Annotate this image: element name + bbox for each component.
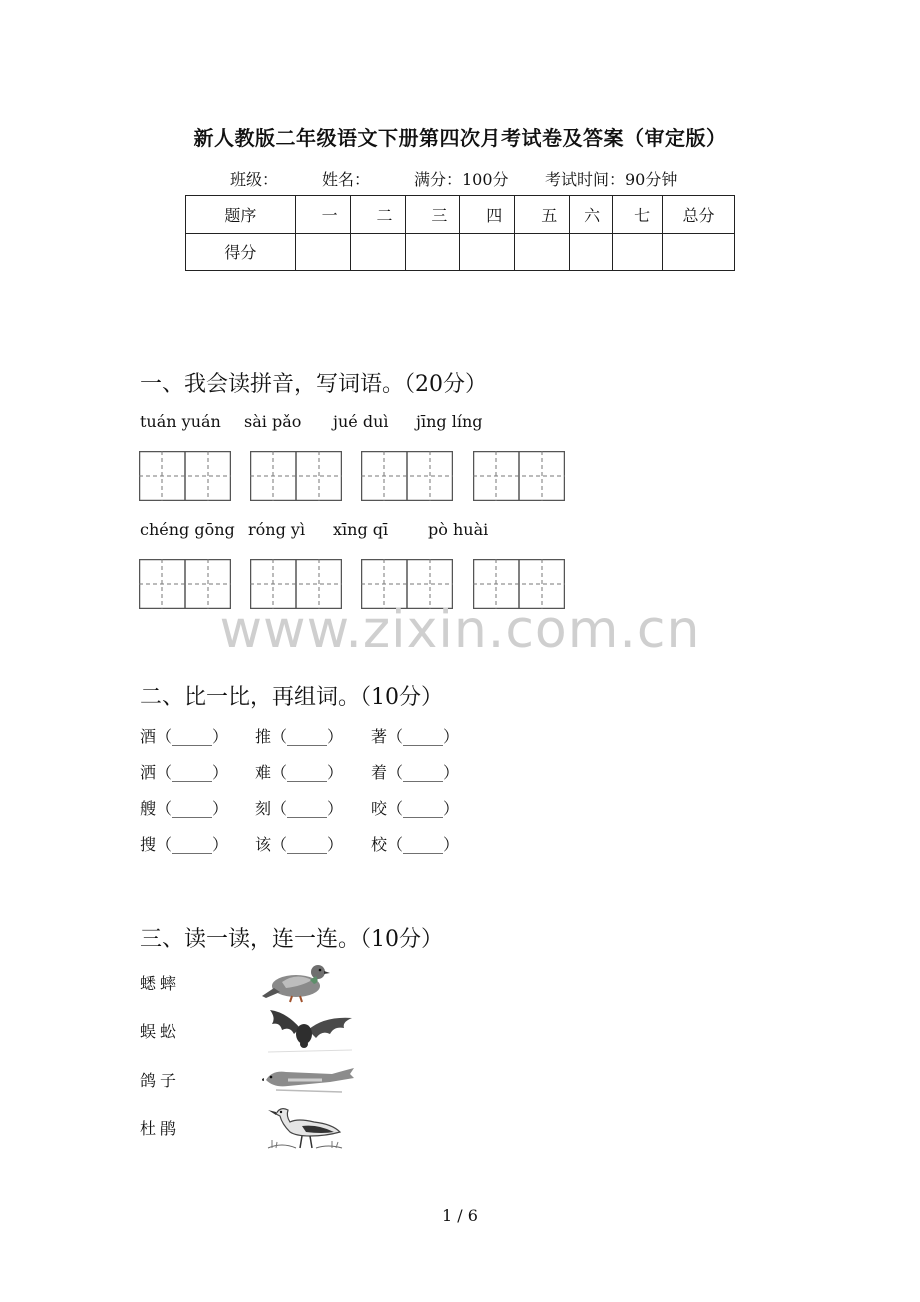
score-table-header-cell: 五: [515, 196, 570, 234]
score-table-header-row: [186, 196, 735, 234]
page-title: 新人教版二年级语文下册第四次月考试卷及答案（审定版）: [193, 126, 727, 150]
word-blank[interactable]: 刻（_____）: [255, 799, 344, 818]
score-table-header-cell: 七: [613, 196, 663, 234]
score-table-score-row: [186, 233, 735, 271]
match-word[interactable]: 蜈蚣: [140, 1022, 181, 1041]
section2-heading: 二、比一比，再组词。（10分）: [140, 685, 443, 710]
section1-heading: 一、我会读拼音，写词语。（20分）: [140, 372, 487, 397]
page-number: 1 / 6: [442, 1206, 478, 1225]
word-blank[interactable]: 校（_____）: [371, 835, 460, 854]
score-cell[interactable]: [405, 233, 460, 271]
score-table-header-cell: 总分: [663, 196, 735, 234]
score-table-header-cell: 二: [350, 196, 405, 234]
score-cell[interactable]: [663, 233, 735, 271]
pinyin-label: sài pǎo: [244, 412, 302, 431]
match-word[interactable]: 蟋蟀: [140, 974, 181, 993]
pinyin-label: xīng qī: [333, 520, 389, 539]
score-cell[interactable]: [460, 233, 515, 271]
cuckoo-picture[interactable]: [262, 1058, 356, 1100]
score-table-header-cell: 四: [460, 196, 515, 234]
word-blank[interactable]: 艘（_____）: [140, 799, 229, 818]
score-table-header-cell: 六: [570, 196, 613, 234]
score-table-header-cell: 三: [405, 196, 460, 234]
word-blank[interactable]: 搜（_____）: [140, 835, 229, 854]
tianzige-box-pair[interactable]: [250, 451, 342, 501]
pinyin-label: jué duì: [333, 412, 389, 431]
pinyin-label: róng yì: [248, 520, 306, 539]
score-table-header-cell: 题序: [186, 196, 296, 234]
score-cell[interactable]: [515, 233, 570, 271]
match-word[interactable]: 鸽子: [140, 1071, 181, 1090]
tianzige-box-pair[interactable]: [361, 451, 453, 501]
heron-picture[interactable]: [262, 1102, 346, 1154]
score-cell[interactable]: [295, 233, 350, 271]
score-cell[interactable]: [350, 233, 405, 271]
score-table-header-cell: 一: [295, 196, 350, 234]
word-blank[interactable]: 酒（_____）: [140, 727, 229, 746]
tianzige-box-pair[interactable]: [473, 451, 565, 501]
full-score-label: 满分：100分: [414, 170, 509, 189]
tianzige-box-pair[interactable]: [139, 451, 231, 501]
word-blank[interactable]: 难（_____）: [255, 763, 344, 782]
bat-picture[interactable]: [262, 1006, 354, 1058]
pinyin-label: jīng líng: [416, 412, 483, 431]
pinyin-label: chéng gōng: [140, 520, 235, 539]
class-label: 班级：: [230, 170, 279, 189]
word-blank[interactable]: 该（_____）: [255, 835, 344, 854]
word-blank[interactable]: 著（_____）: [371, 727, 460, 746]
exam-time-label: 考试时间：90分钟: [545, 170, 678, 189]
watermark: www.zixin.com.cn: [219, 600, 701, 660]
name-label: 姓名：: [322, 170, 371, 189]
score-cell[interactable]: [613, 233, 663, 271]
word-blank[interactable]: 洒（_____）: [140, 763, 229, 782]
word-blank[interactable]: 推（_____）: [255, 727, 344, 746]
score-cell[interactable]: [570, 233, 613, 271]
section3-heading: 三、读一读，连一连。（10分）: [140, 927, 443, 952]
match-word[interactable]: 杜鹃: [140, 1119, 181, 1138]
pinyin-label: pò huài: [428, 520, 489, 539]
word-blank[interactable]: 咬（_____）: [371, 799, 460, 818]
pigeon-picture[interactable]: [262, 958, 332, 1008]
score-table: [185, 195, 735, 271]
pinyin-label: tuán yuán: [140, 412, 221, 431]
score-row-label: 得分: [186, 233, 296, 271]
word-blank[interactable]: 着（_____）: [371, 763, 460, 782]
